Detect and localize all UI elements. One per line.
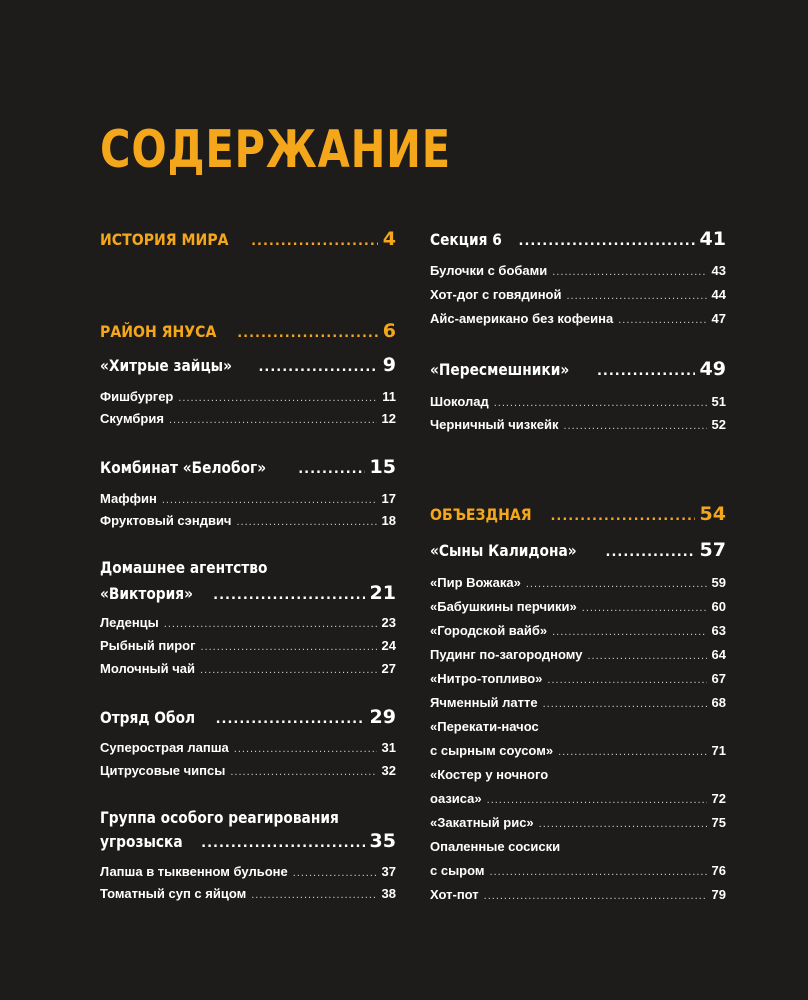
- dot-leader: [606, 545, 695, 560]
- toc-group-entry[interactable]: [100, 354, 396, 376]
- entry-title: Фруктовый сэндвич: [100, 513, 232, 528]
- dot-leader: [169, 414, 377, 426]
- dot-leader: [484, 890, 707, 902]
- toc-item-entry[interactable]: [430, 311, 726, 326]
- toc-group-entry[interactable]: [430, 539, 726, 561]
- entry-title: Фишбургер: [100, 389, 174, 404]
- dot-leader: [213, 588, 364, 603]
- page-number: 54: [699, 503, 726, 525]
- entry-title: «Бабушкины перчики»: [430, 599, 577, 614]
- page-number: 37: [381, 864, 396, 879]
- toc-item-entry[interactable]: [430, 887, 726, 902]
- toc-item-entry[interactable]: [430, 647, 726, 662]
- toc-item-entry[interactable]: [100, 638, 396, 653]
- dot-leader: [230, 766, 376, 778]
- page-number: 23: [381, 615, 396, 630]
- page-number: 57: [699, 539, 726, 561]
- dot-leader: [490, 866, 707, 878]
- dot-leader: [494, 397, 707, 409]
- dot-leader: [216, 712, 365, 727]
- entry-title: «Пересмешники»: [430, 360, 570, 379]
- toc-item-entry[interactable]: [430, 263, 726, 278]
- page-number: 27: [381, 661, 396, 676]
- toc-item-entry[interactable]: [430, 695, 726, 710]
- entry-title: Суперострая лапша: [100, 740, 229, 755]
- entry-title: Секция 6: [430, 230, 502, 249]
- page-number: 76: [711, 863, 726, 878]
- toc-item-entry[interactable]: [430, 863, 726, 878]
- entry-title: Айс-американо без кофеина: [430, 311, 614, 326]
- entry-title: оазиса»: [430, 791, 482, 806]
- page-number: 24: [381, 638, 396, 653]
- page-number: 49: [699, 358, 726, 380]
- dot-leader: [293, 867, 377, 879]
- toc-group-entry[interactable]: [100, 706, 396, 728]
- entry-title: Рыбный пирог: [100, 638, 196, 653]
- page-number: 21: [369, 582, 396, 604]
- page-number: 29: [369, 706, 396, 728]
- page-number: 38: [381, 886, 396, 901]
- toc-group-entry[interactable]: [100, 830, 396, 852]
- entry-title: Лапша в тыквенном бульоне: [100, 864, 288, 879]
- entry-title: Шоколад: [430, 394, 489, 409]
- toc-item-entry[interactable]: [430, 743, 726, 758]
- page-number: 75: [711, 815, 726, 830]
- page-number: 60: [711, 599, 726, 614]
- toc-item-entry[interactable]: [100, 389, 396, 404]
- entry-title-line: Группа особого реагирования: [100, 808, 339, 827]
- toc-item-entry[interactable]: [430, 417, 726, 432]
- page-number: 68: [711, 695, 726, 710]
- dot-leader: [251, 889, 376, 901]
- entry-title: Томатный суп с яйцом: [100, 886, 247, 901]
- toc-item-entry[interactable]: [100, 513, 396, 528]
- entry-title-line: Опаленные сосиски: [430, 839, 561, 854]
- toc-item-entry[interactable]: [100, 864, 396, 879]
- toc-group-entry[interactable]: [100, 582, 396, 604]
- toc-item-entry[interactable]: [100, 491, 396, 506]
- dot-leader: [178, 392, 377, 404]
- page-number: 44: [711, 287, 726, 302]
- toc-item-entry[interactable]: [100, 763, 396, 778]
- page-number: 35: [369, 830, 396, 852]
- toc-section-entry[interactable]: [100, 320, 396, 342]
- entry-title: Молочный чай: [100, 661, 196, 676]
- dot-leader: [552, 266, 706, 278]
- entry-title: с сыром: [430, 863, 485, 878]
- toc-item-entry[interactable]: [430, 815, 726, 830]
- dot-leader: [564, 420, 707, 432]
- dot-leader: [201, 641, 377, 653]
- page-number: 18: [381, 513, 396, 528]
- entry-title-line: «Перекати-начос: [430, 719, 539, 734]
- page-number: 11: [382, 389, 396, 404]
- toc-item-entry[interactable]: [100, 740, 396, 755]
- toc-item-entry[interactable]: [430, 394, 726, 409]
- entry-title: «Хитрые зайцы»: [100, 356, 232, 375]
- entry-title: «Виктория»: [100, 584, 194, 603]
- dot-leader: [200, 664, 377, 676]
- entry-title: ИСТОРИЯ МИРА: [100, 230, 229, 249]
- entry-title: ОБЪЕЗДНАЯ: [430, 505, 532, 524]
- entry-title: Хот-дог с говядиной: [430, 287, 562, 302]
- page-number: 67: [711, 671, 726, 686]
- entry-title: Булочки с бобами: [430, 263, 548, 278]
- toc-item-entry[interactable]: [100, 661, 396, 676]
- toc-item-entry[interactable]: [430, 599, 726, 614]
- dot-leader: [543, 698, 707, 710]
- entry-title: Комбинат «Белобог»: [100, 458, 267, 477]
- page-number: 43: [711, 263, 726, 278]
- page-number: 15: [369, 456, 396, 478]
- entry-title: «Нитро-топливо»: [430, 671, 543, 686]
- dot-leader: [251, 234, 378, 249]
- entry-title: «Пир Вожака»: [430, 575, 521, 590]
- entry-title: РАЙОН ЯНУСА: [100, 322, 217, 341]
- page-number: 4: [382, 228, 396, 250]
- toc-item-entry[interactable]: [430, 623, 726, 638]
- entry-title-line: «Костер у ночного: [430, 767, 549, 782]
- page-number: 59: [711, 575, 726, 590]
- dot-leader: [298, 462, 364, 477]
- toc-section-entry[interactable]: [100, 228, 396, 250]
- entry-title: «Сыны Калидона»: [430, 541, 577, 560]
- dot-leader: [162, 494, 377, 506]
- entry-title: Отряд Обол: [100, 708, 196, 727]
- entry-title: Леденцы: [100, 615, 159, 630]
- dot-leader: [567, 290, 707, 302]
- dot-leader: [519, 234, 695, 249]
- dot-leader: [237, 326, 378, 341]
- toc-item-entry[interactable]: [430, 671, 726, 686]
- page-number: 32: [381, 763, 396, 778]
- toc-group-entry[interactable]: [430, 228, 726, 250]
- entry-title: Хот-пот: [430, 887, 479, 902]
- entry-title: Маффин: [100, 491, 157, 506]
- toc-group-entry[interactable]: [100, 456, 396, 478]
- dot-leader: [258, 360, 377, 375]
- page-number: 9: [382, 354, 396, 376]
- dot-leader: [201, 836, 364, 851]
- dot-leader: [558, 746, 706, 758]
- page-number: 71: [711, 743, 726, 758]
- dot-leader: [550, 509, 694, 524]
- toc-section-entry[interactable]: [430, 503, 726, 525]
- dot-leader: [587, 650, 706, 662]
- dot-leader: [582, 602, 707, 614]
- dot-leader: [552, 626, 706, 638]
- dot-leader: [526, 578, 707, 590]
- entry-title: Скумбрия: [100, 411, 164, 426]
- entry-title: «Закатный рис»: [430, 815, 534, 830]
- entry-title: Черничный чизкейк: [430, 417, 559, 432]
- toc-item-entry[interactable]: [430, 791, 726, 806]
- page-number: 41: [699, 228, 726, 250]
- toc-item-entry[interactable]: [430, 575, 726, 590]
- page-number: 51: [711, 394, 726, 409]
- page-number: 47: [711, 311, 726, 326]
- entry-title-line: Домашнее агентство: [100, 558, 268, 577]
- entry-title: с сырным соусом»: [430, 743, 554, 758]
- page-number: 52: [711, 417, 726, 432]
- page-number: 6: [382, 320, 396, 342]
- dot-leader: [539, 818, 707, 830]
- page-number: 63: [711, 623, 726, 638]
- page-number: 79: [711, 887, 726, 902]
- dot-leader: [164, 618, 377, 630]
- dot-leader: [487, 794, 707, 806]
- toc-item-entry[interactable]: [430, 287, 726, 302]
- toc-item-entry[interactable]: [100, 886, 396, 901]
- entry-title: «Городской вайб»: [430, 623, 548, 638]
- entry-title: угрозыска: [100, 832, 183, 851]
- page-number: 17: [381, 491, 396, 506]
- page-number: 31: [381, 740, 396, 755]
- dot-leader: [597, 364, 695, 379]
- dot-leader: [618, 314, 706, 326]
- dot-leader: [236, 516, 376, 528]
- toc-group-entry[interactable]: [430, 358, 726, 380]
- dot-leader: [547, 674, 706, 686]
- toc-item-entry[interactable]: [100, 615, 396, 630]
- entry-title: Цитрусовые чипсы: [100, 763, 226, 778]
- page-number: 64: [711, 647, 726, 662]
- page-number: 12: [381, 411, 396, 426]
- page-title: СОДЕРЖАНИЕ: [100, 120, 452, 180]
- entry-title: Пудинг по-загородному: [430, 647, 583, 662]
- dot-leader: [234, 743, 377, 755]
- page-number: 72: [711, 791, 726, 806]
- entry-title: Ячменный латте: [430, 695, 538, 710]
- toc-item-entry[interactable]: [100, 411, 396, 426]
